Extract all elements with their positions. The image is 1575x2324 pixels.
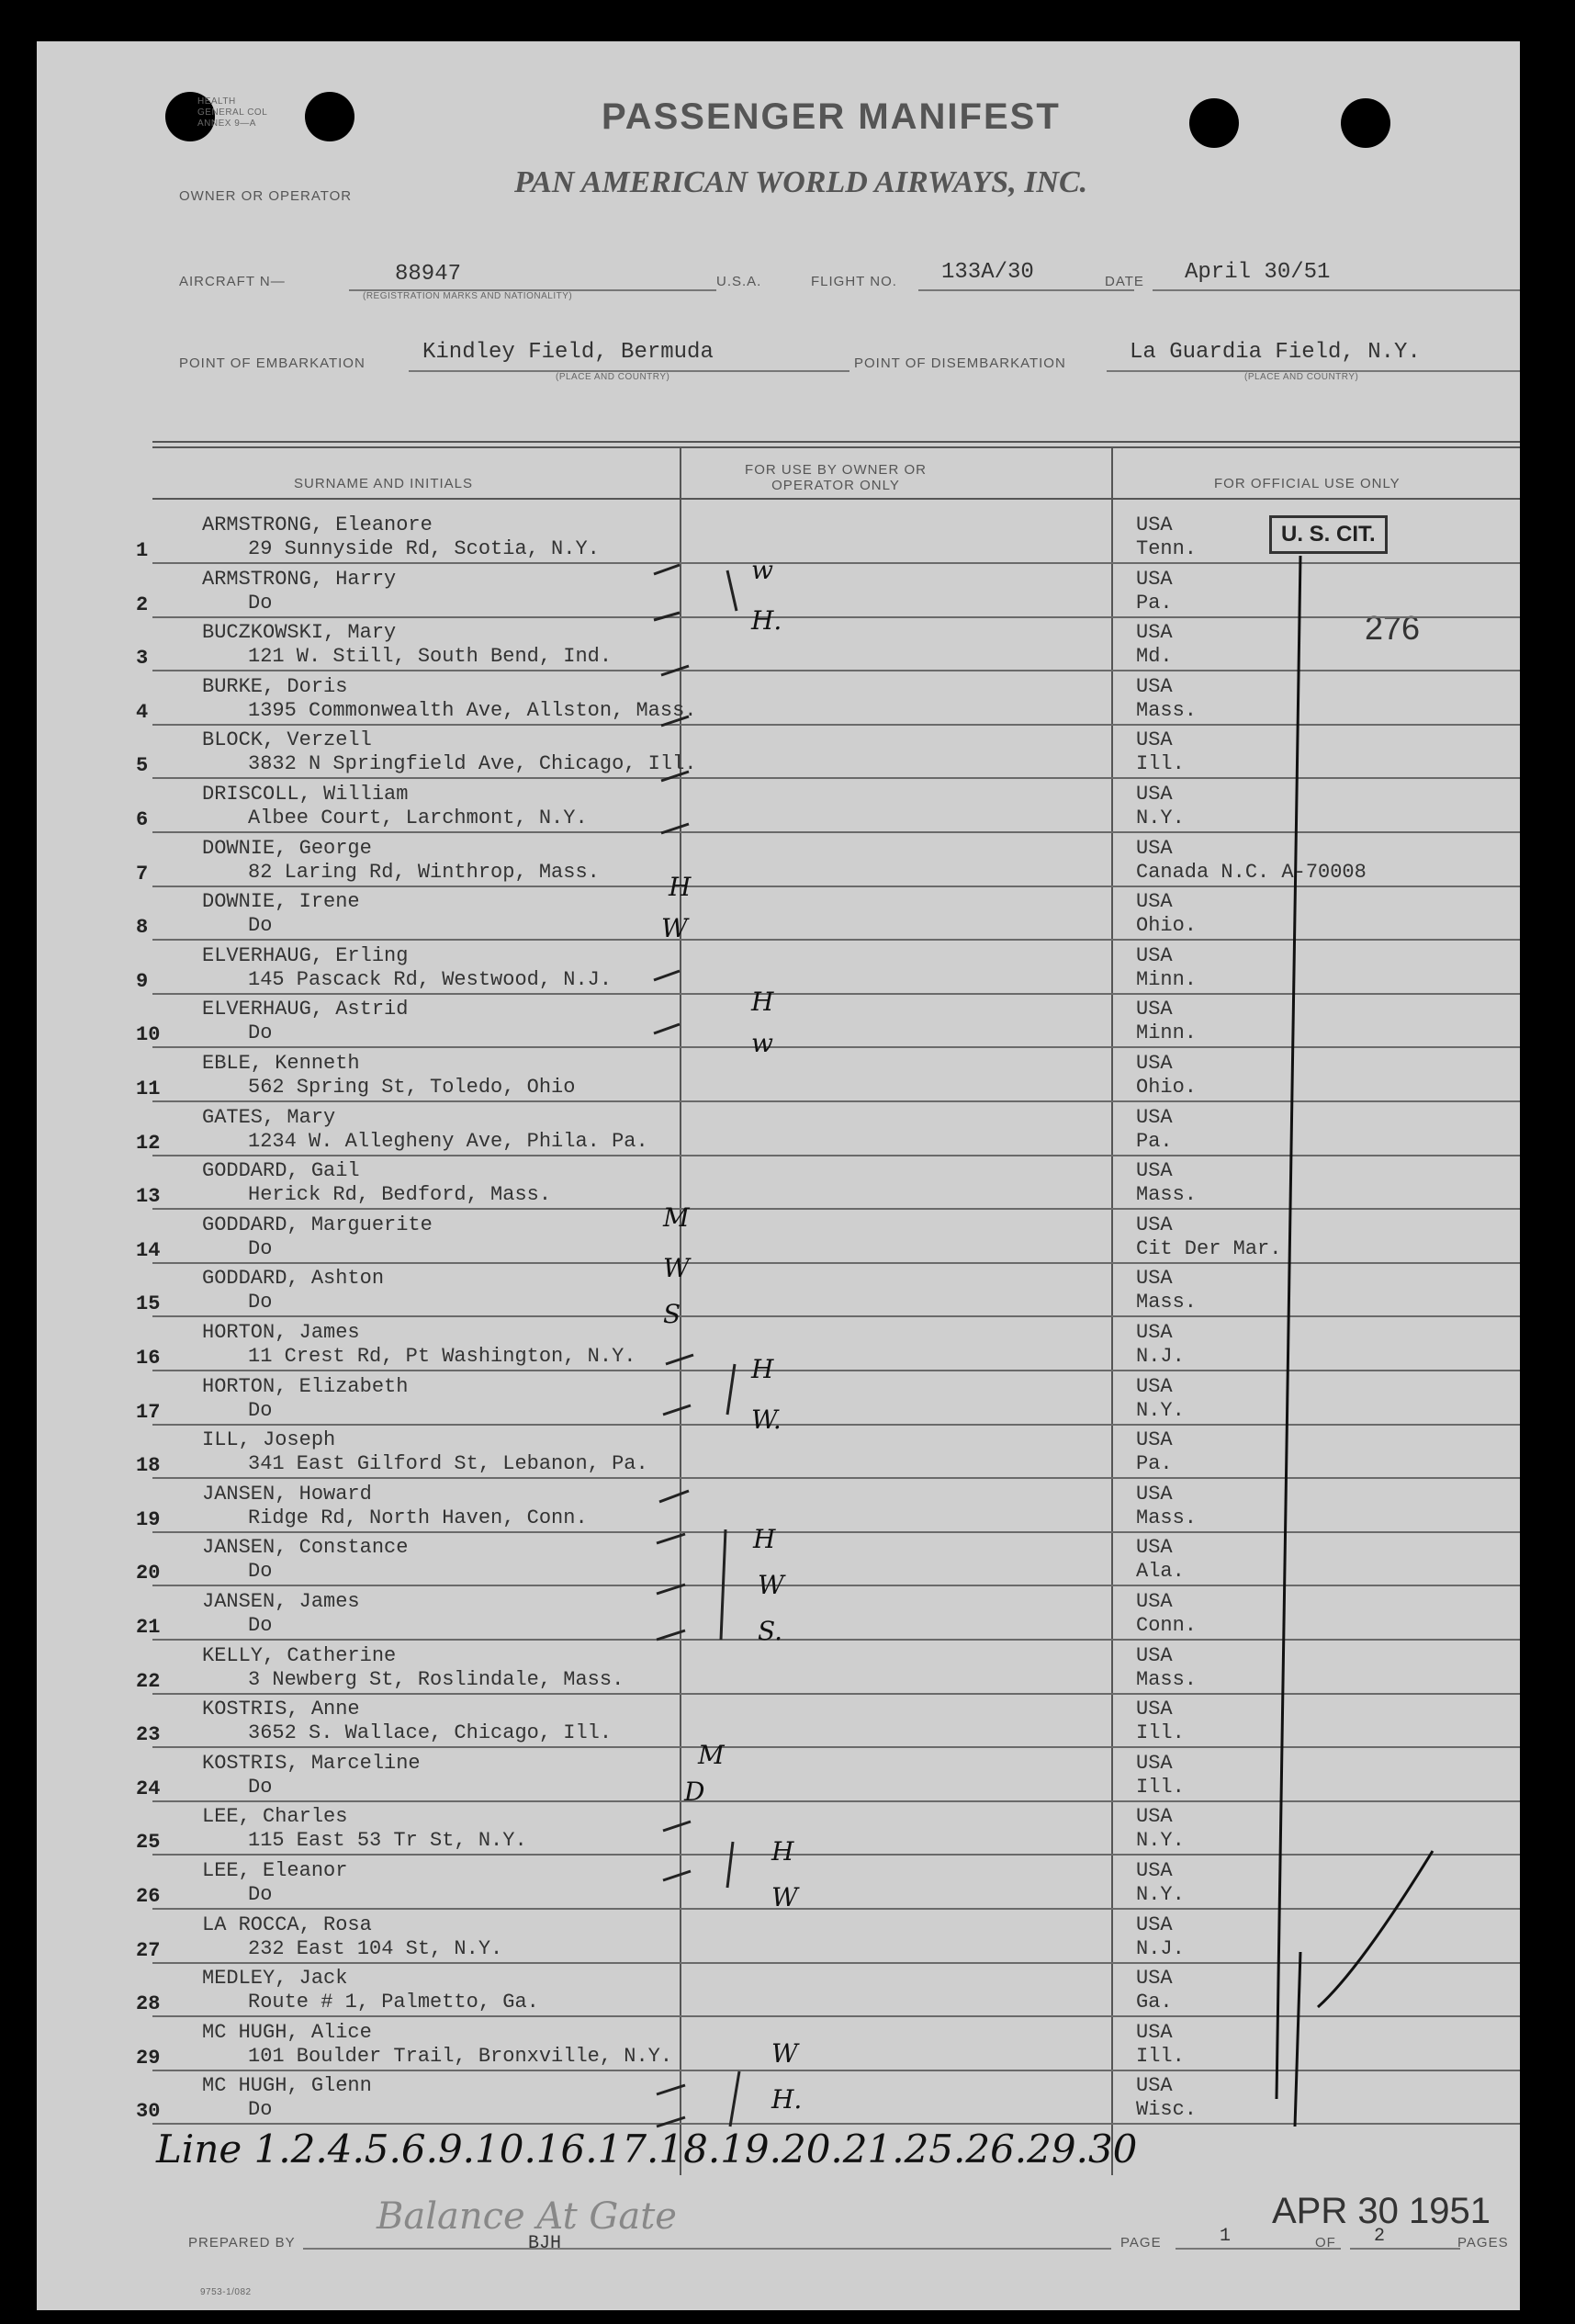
svg-text:S: S [663, 1299, 681, 1329]
passenger-address: 3 Newberg St, Roslindale, Mass. [248, 1667, 624, 1691]
passenger-state: Wisc. [1136, 2098, 1198, 2122]
passenger-number: 12 [136, 1131, 161, 1155]
airline-name: PAN AMERICAN WORLD AIRWAYS, INC. [514, 165, 1088, 199]
pages-label: PAGES [1457, 2235, 1509, 2251]
passenger-citizenship: USA [1136, 513, 1173, 536]
svg-text:H: H [669, 872, 692, 902]
passenger-number: 27 [136, 1938, 161, 1962]
passenger-name: DOWNIE, George [202, 836, 372, 860]
passenger-address: 29 Sunnyside Rd, Scotia, N.Y. [248, 537, 600, 560]
passenger-state: Ill. [1136, 752, 1185, 776]
passenger-name: HORTON, James [202, 1321, 360, 1344]
svg-text:W: W [661, 913, 688, 943]
passenger-address: 115 East 53 Tr St, N.Y. [248, 1829, 527, 1853]
svg-text:W.: W. [751, 1405, 782, 1435]
form-reference: HEALTH GENERAL COL ANNEX 9—A [197, 96, 268, 129]
passenger-citizenship: USA [1136, 1267, 1173, 1291]
passenger-address: 562 Spring St, Toledo, Ohio [248, 1076, 576, 1099]
passenger-state: N.Y. [1136, 1829, 1185, 1853]
passenger-citizenship: USA [1136, 2020, 1173, 2044]
passenger-address: Do [248, 1614, 273, 1637]
passenger-number: 17 [136, 1400, 161, 1424]
prepared-by-label: PREPARED BY [188, 2235, 296, 2251]
passenger-number: 15 [136, 1292, 161, 1316]
passenger-name: EBLE, Kenneth [202, 1052, 360, 1075]
passenger-address: Do [248, 1883, 273, 1906]
aircraft-number: 88947 [395, 262, 462, 287]
passenger-number: 22 [136, 1669, 161, 1693]
passenger-address: Do [248, 914, 273, 938]
passenger-number: 16 [136, 1347, 161, 1370]
passenger-state: Minn. [1136, 1021, 1198, 1045]
passenger-citizenship: USA [1136, 783, 1173, 806]
passenger-number: 5 [136, 754, 149, 778]
passenger-citizenship: USA [1136, 1698, 1173, 1721]
passenger-address: Do [248, 1236, 273, 1260]
svg-text:W: W [758, 1570, 784, 1600]
passenger-address: 3652 S. Wallace, Chicago, Ill. [248, 1721, 613, 1745]
passenger-citizenship: USA [1136, 1643, 1173, 1667]
embarkation-value: Kindley Field, Bermuda [422, 340, 714, 365]
embarkation-label: POINT OF EMBARKATION [179, 355, 366, 371]
svg-text:S.: S. [758, 1616, 783, 1646]
passenger-state: Pa. [1136, 1452, 1173, 1476]
passenger-name: GODDARD, Ashton [202, 1267, 385, 1291]
passenger-number: 30 [136, 2100, 161, 2124]
passenger-address: 101 Boulder Trail, Bronxville, N.Y. [248, 2044, 673, 2068]
page-number: 1 [1220, 2226, 1232, 2247]
passenger-number: 13 [136, 1185, 161, 1209]
passenger-citizenship: USA [1136, 1321, 1173, 1344]
passenger-number: 28 [136, 1992, 161, 2016]
passenger-address: Albee Court, Larchmont, N.Y. [248, 807, 588, 829]
passenger-citizenship: USA [1136, 1482, 1173, 1506]
passenger-citizenship: USA [1136, 2074, 1173, 2098]
passenger-citizenship: USA [1136, 674, 1173, 698]
passenger-state: Mass. [1136, 1183, 1198, 1207]
passenger-address: Do [248, 2098, 273, 2122]
passenger-state: N.Y. [1136, 807, 1185, 829]
svg-text:W: W [663, 1253, 690, 1283]
passenger-citizenship: USA [1136, 890, 1173, 914]
passenger-citizenship: USA [1136, 1536, 1173, 1560]
passenger-citizenship: USA [1136, 1967, 1173, 1991]
passenger-citizenship: USA [1136, 728, 1173, 752]
passenger-address: 341 East Gilford St, Lebanon, Pa. [248, 1452, 648, 1476]
tick-marks [654, 565, 739, 2127]
passenger-state: Mass. [1136, 1291, 1198, 1314]
passenger-citizenship: USA [1136, 1590, 1173, 1613]
passenger-number: 20 [136, 1562, 161, 1585]
passenger-number: 19 [136, 1507, 161, 1531]
passenger-state: Ill. [1136, 1775, 1185, 1799]
passenger-name: BURKE, Doris [202, 674, 348, 698]
owner-label: OWNER OR OPERATOR [179, 188, 353, 204]
passenger-state: Ga. [1136, 1991, 1173, 2014]
passenger-name: JANSEN, Howard [202, 1482, 372, 1506]
passenger-state: Ohio. [1136, 914, 1198, 938]
passenger-number: 11 [136, 1077, 161, 1100]
passenger-citizenship: USA [1136, 621, 1173, 645]
passenger-name: ELVERHAUG, Astrid [202, 998, 409, 1021]
passenger-citizenship: USA [1136, 1912, 1173, 1936]
passenger-address: Ridge Rd, North Haven, Conn. [248, 1506, 588, 1529]
passenger-state: N.Y. [1136, 1883, 1185, 1906]
passenger-state: Conn. [1136, 1614, 1198, 1637]
passenger-name: GODDARD, Gail [202, 1159, 360, 1183]
passenger-address: Do [248, 1775, 273, 1799]
passenger-state: Minn. [1136, 967, 1198, 991]
passenger-number: 3 [136, 647, 149, 671]
passenger-name: JANSEN, Constance [202, 1536, 409, 1560]
passenger-citizenship: USA [1136, 998, 1173, 1021]
svg-text:H.: H. [771, 2084, 803, 2115]
passenger-name: KELLY, Catherine [202, 1643, 397, 1667]
passenger-state: N.J. [1136, 1936, 1185, 1960]
passenger-address: 1234 W. Allegheny Ave, Phila. Pa. [248, 1129, 648, 1153]
form-number: 9753-1/082 [200, 2287, 252, 2297]
passenger-citizenship: USA [1136, 1052, 1173, 1075]
passenger-number: 18 [136, 1454, 161, 1478]
passenger-number: 23 [136, 1723, 161, 1747]
passenger-name: HORTON, Elizabeth [202, 1374, 409, 1398]
svg-text:w: w [751, 1028, 773, 1058]
passenger-address: Do [248, 1560, 273, 1584]
passenger-address: 121 W. Still, South Bend, Ind. [248, 645, 613, 669]
us-citizen-stamp: U. S. CIT. [1269, 515, 1388, 554]
svg-text:w: w [751, 555, 773, 585]
passenger-name: MC HUGH, Glenn [202, 2074, 372, 2098]
aircraft-nationality: U.S.A. [716, 274, 762, 289]
passenger-name: KOSTRIS, Marceline [202, 1751, 421, 1775]
passenger-state: Ill. [1136, 2044, 1185, 2068]
passenger-name: BLOCK, Verzell [202, 728, 372, 752]
passenger-state: Mass. [1136, 698, 1198, 722]
passenger-address: Do [248, 1021, 273, 1045]
page-title: PASSENGER MANIFEST [602, 96, 1061, 137]
passenger-name: BUCZKOWSKI, Mary [202, 621, 397, 645]
passenger-citizenship: USA [1136, 1751, 1173, 1775]
passenger-number: 25 [136, 1831, 161, 1855]
svg-text:H.: H. [751, 605, 782, 636]
page-total: 2 [1374, 2226, 1386, 2247]
handwritten-line-annotation: Line 1.2.4.5.6.9.10.16.17.18.19.20.21.25.26.29.30 [156, 2127, 1138, 2172]
passenger-address: Route # 1, Palmetto, Ga. [248, 1991, 539, 2014]
handwritten-balance-note: Balance At Gate [377, 2195, 677, 2238]
passenger-address: Herick Rd, Bedford, Mass. [248, 1183, 552, 1207]
passenger-name: GODDARD, Marguerite [202, 1213, 433, 1236]
passenger-number: 8 [136, 916, 149, 940]
passenger-name: LA ROCCA, Rosa [202, 1912, 372, 1936]
page-label: PAGE [1120, 2235, 1162, 2251]
passenger-state: Canada N.C. A-70008 [1136, 860, 1367, 884]
passenger-state: Pa. [1136, 591, 1173, 615]
passenger-citizenship: USA [1136, 1105, 1173, 1129]
passenger-address: Do [248, 1398, 273, 1422]
passenger-name: ARMSTRONG, Eleanore [202, 513, 433, 536]
passenger-name: MEDLEY, Jack [202, 1967, 348, 1991]
passenger-name: ILL, Joseph [202, 1428, 336, 1452]
flight-date: April 30/51 [1185, 260, 1331, 285]
passenger-number: 29 [136, 2046, 161, 2070]
svg-text:H: H [751, 987, 774, 1017]
passenger-number: 14 [136, 1238, 161, 1262]
passenger-state: Pa. [1136, 1129, 1173, 1153]
passenger-address: 11 Crest Rd, Pt Washington, N.Y. [248, 1345, 636, 1368]
passenger-citizenship: USA [1136, 1805, 1173, 1829]
of-label: OF [1315, 2235, 1336, 2251]
passenger-name: ARMSTRONG, Harry [202, 567, 397, 591]
passenger-number: 9 [136, 969, 149, 993]
passenger-name: MC HUGH, Alice [202, 2020, 372, 2044]
flight-label: FLIGHT NO. [811, 274, 897, 289]
passenger-number: 10 [136, 1023, 161, 1047]
passenger-name: KOSTRIS, Anne [202, 1698, 360, 1721]
passenger-number: 24 [136, 1777, 161, 1800]
passenger-state: Mass. [1136, 1506, 1198, 1529]
passenger-state: Cit Der Mar. [1136, 1236, 1282, 1260]
passenger-state: Tenn. [1136, 537, 1198, 560]
passenger-citizenship: USA [1136, 1213, 1173, 1236]
passenger-name: JANSEN, James [202, 1590, 360, 1613]
passenger-citizenship: USA [1136, 943, 1173, 967]
passenger-state: N.J. [1136, 1345, 1185, 1368]
passenger-address: 145 Pascack Rd, Westwood, N.J. [248, 967, 613, 991]
aircraft-label: AIRCRAFT N— [179, 274, 286, 289]
passenger-name: GATES, Mary [202, 1105, 336, 1129]
passenger-citizenship: USA [1136, 836, 1173, 860]
passenger-state: N.Y. [1136, 1398, 1185, 1422]
column-owner-use: FOR USE BY OWNER OR OPERATOR ONLY [745, 462, 927, 493]
svg-text:H: H [753, 1524, 776, 1554]
stamp-number: 276 [1365, 609, 1421, 647]
passenger-name: DRISCOLL, William [202, 783, 409, 806]
passenger-citizenship: USA [1136, 1428, 1173, 1452]
prepared-by-value: BJH [528, 2233, 562, 2254]
aircraft-sub: (REGISTRATION MARKS AND NATIONALITY) [363, 291, 573, 301]
passenger-citizenship: USA [1136, 1159, 1173, 1183]
handwritten-marks [37, 41, 1520, 2310]
passenger-name: LEE, Eleanor [202, 1859, 348, 1882]
svg-text:D: D [684, 1777, 705, 1807]
passenger-address: 3832 N Springfield Ave, Chicago, Ill. [248, 752, 697, 776]
passenger-number: 7 [136, 862, 149, 886]
passenger-number: 4 [136, 700, 149, 724]
svg-text:M: M [698, 1740, 725, 1770]
svg-text:H: H [771, 1836, 794, 1867]
passenger-address: Do [248, 591, 273, 615]
svg-text:M: M [663, 1202, 690, 1233]
embarkation-sub: (PLACE AND COUNTRY) [556, 372, 670, 382]
passenger-state: Md. [1136, 645, 1173, 669]
passenger-address: 1395 Commonwealth Ave, Allston, Mass. [248, 698, 697, 722]
passenger-state: Ill. [1136, 1721, 1185, 1745]
disembarkation-sub: (PLACE AND COUNTRY) [1244, 372, 1359, 382]
passenger-number: 1 [136, 539, 149, 562]
passenger-state: Mass. [1136, 1667, 1198, 1691]
passenger-number: 26 [136, 1885, 161, 1908]
passenger-state: Ala. [1136, 1560, 1185, 1584]
passenger-address: 82 Laring Rd, Winthrop, Mass. [248, 860, 600, 884]
date-label: DATE [1105, 274, 1144, 289]
passenger-address: 232 East 104 St, N.Y. [248, 1936, 503, 1960]
passenger-citizenship: USA [1136, 1374, 1173, 1398]
passenger-number: 6 [136, 808, 149, 831]
passenger-name: LEE, Charles [202, 1805, 348, 1829]
manifest-page [37, 41, 1520, 2310]
svg-text:W: W [771, 2038, 798, 2069]
disembarkation-label: POINT OF DISEMBARKATION [854, 355, 1066, 371]
flight-number: 133A/30 [941, 260, 1034, 285]
column-surname: SURNAME AND INITIALS [294, 476, 474, 491]
svg-text:H: H [751, 1354, 774, 1384]
svg-text:W: W [771, 1882, 798, 1912]
passenger-number: 2 [136, 592, 149, 616]
passenger-state: Ohio. [1136, 1076, 1198, 1099]
column-official-use: FOR OFFICIAL USE ONLY [1214, 476, 1401, 491]
passenger-number: 21 [136, 1616, 161, 1639]
passenger-address: Do [248, 1291, 273, 1314]
disembarkation-value: La Guardia Field, N.Y. [1130, 340, 1421, 365]
passenger-citizenship: USA [1136, 567, 1173, 591]
date-received-stamp: APR 30 1951 [1272, 2191, 1491, 2231]
passenger-name: DOWNIE, Irene [202, 890, 360, 914]
passenger-name: ELVERHAUG, Erling [202, 943, 409, 967]
passenger-citizenship: USA [1136, 1859, 1173, 1882]
